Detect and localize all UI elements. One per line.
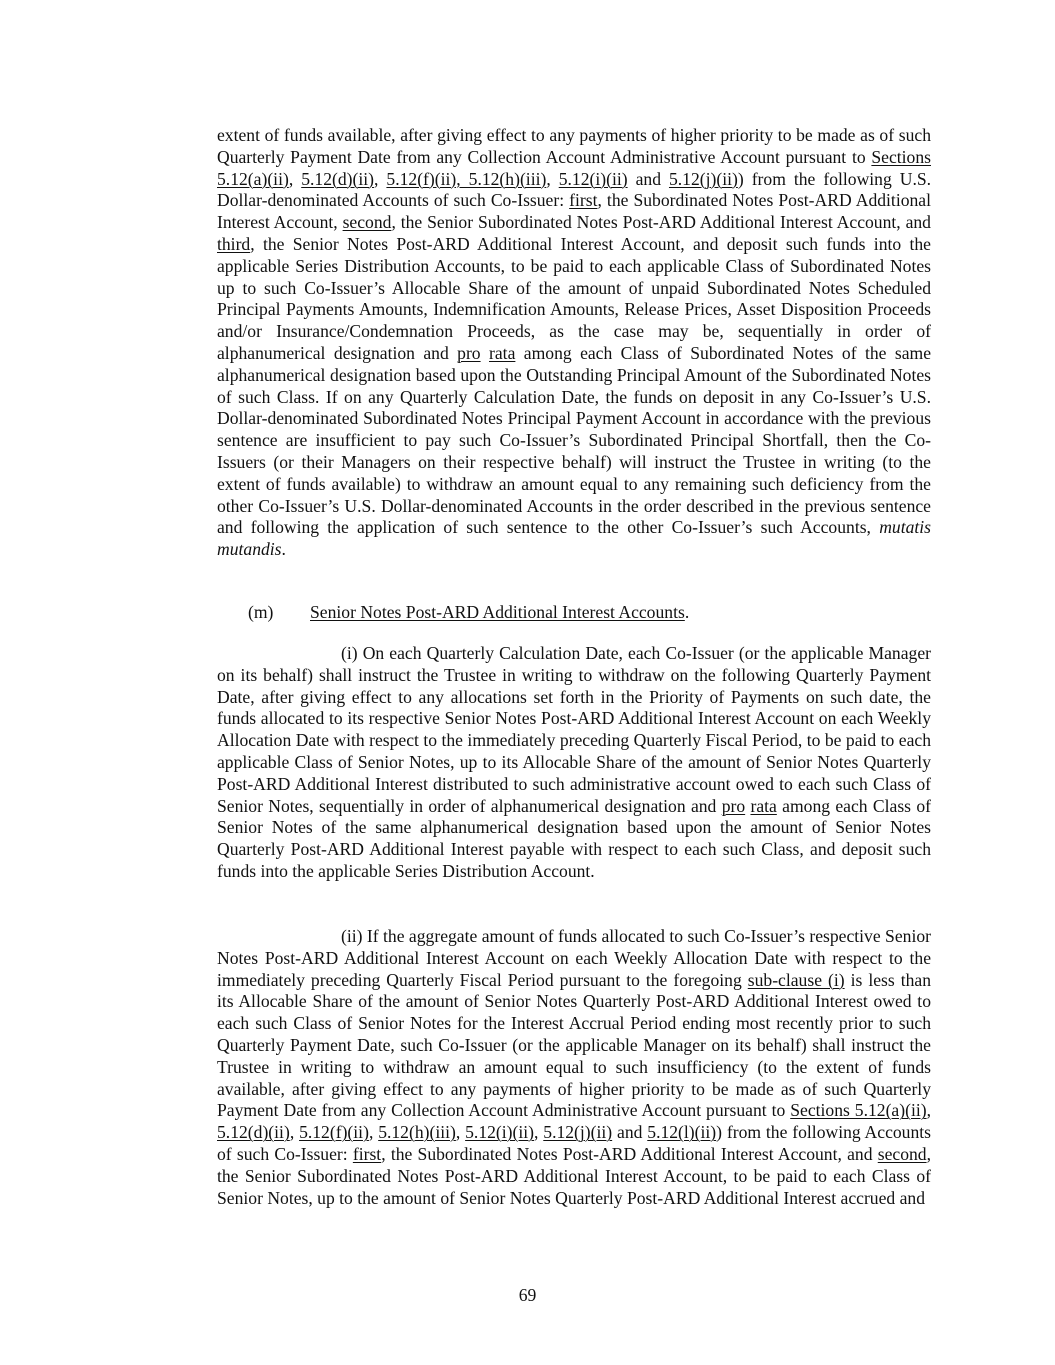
body-text: , bbox=[288, 168, 302, 189]
ordinal-third: third bbox=[217, 233, 251, 254]
body-text: (i) On each Quarterly Calculation Date, each Co-Issuer (or the applicable Manager on its behalf) shall instruct the Trustee in writing to withdraw on the following Quarterly Payment Date, after giving effect to any allocations set forth in the Priority of Payments on such date, the funds allocated to its respective Senior Notes Post-ARD Additional Interest Account on each Weekly Allocation Date with respect to the immediately preceding Quarterly Fiscal Period, to be paid to each applicable Class of Senior Notes, up to its Allocable Share of the amount of Senior Notes Quarterly Post-ARD Additional Interest distributed to such administrative account owed to each such Class of Senior Notes, sequentially in order of alphanumerical designation and bbox=[217, 643, 931, 816]
latin-term-pro: pro bbox=[457, 342, 481, 363]
body-text: , the Senior Notes Post-ARD Additional Interest Account, and deposit such funds into the applicable Series Distribution Accounts, to be paid to each applicable Class of Subordinated Notes up to such Co-Issuer’s Allocable Share of the amount of unpaid Subordinated Notes Scheduled Principal Payments Amounts, Indemnification Amounts, Release Prices, Asset Disposition Proceeds and/or Insurance/Condemnation Proceeds, as the case may be, sequentially in order of alphanumerical designation and bbox=[217, 233, 931, 363]
body-text: , bbox=[546, 168, 559, 189]
body-text: (ii) If the aggregate amount of funds allocated to such Co-Issuer’s respective Senior Notes Post-ARD Additional Interest Account on each Weekly Allocation Date with respect to the immediately preceding Quarterly Fiscal Period pursuant to the foregoing bbox=[217, 926, 931, 990]
body-text: , bbox=[926, 1100, 931, 1121]
subclause-reference: sub-clause (i) bbox=[747, 969, 845, 990]
latin-term-rata: rata bbox=[489, 342, 516, 363]
section-reference: Sections 5.12(a)(ii) bbox=[217, 146, 931, 189]
section-reference: 5.12(h)(iii) bbox=[378, 1122, 456, 1143]
body-text: , the Subordinated Notes Post-ARD Additional Interest Account, and bbox=[381, 1143, 878, 1164]
section-reference: 5.12(i)(ii) bbox=[465, 1122, 535, 1143]
paragraph-continuation bbox=[217, 125, 931, 561]
section-reference: 5.12(f)(ii), 5.12(h)(iii) bbox=[386, 168, 547, 189]
latin-term-rata: rata bbox=[750, 795, 777, 816]
latin-term-pro: pro bbox=[721, 795, 746, 816]
ordinal-first: first bbox=[569, 190, 598, 211]
section-reference: 5.12(i)(ii) bbox=[558, 168, 628, 189]
body-text: , bbox=[289, 1122, 300, 1143]
section-title bbox=[310, 602, 689, 624]
latin-term-mutatis-mutandis: mutatis mutandis bbox=[217, 517, 931, 560]
body-text: . bbox=[281, 539, 286, 560]
body-text: , the Subordinated Notes Post-ARD Additional Interest Account, bbox=[217, 190, 932, 233]
body-text: is less than its Allocable Share of the amount of Senior Notes Quarterly Post-ARD Additional Interest owed to each such Class of Senior Notes for the Interest Accrual Period ending most recently prior to such Quarterly Payment Date, such Co-Issuer (or the applicable Manager on its behalf) shall instruct the Trustee in writing to withdraw an amount equal to such insufficiency (to the extent of funds available, after giving effect to any payments of higher priority to be made as of such Quarterly Payment Date from any Collection Account Administrative Account pursuant to bbox=[217, 969, 931, 1121]
body-text: , bbox=[368, 1122, 379, 1143]
section-title-period: . bbox=[684, 602, 690, 622]
body-text: , bbox=[455, 1122, 466, 1143]
section-reference: 5.12(f)(ii) bbox=[299, 1122, 369, 1143]
body-text: , the Senior Subordinated Notes Post-ARD Additional Interest Account, to be paid to each Class of Senior Notes, up to the amount of Senior Notes Quarterly Post-ARD Additional Interest accrued and bbox=[217, 1143, 931, 1208]
body-text: , bbox=[534, 1122, 544, 1143]
body-text: among each Class of Subordinated Notes of the same alphanumerical designation based upon the Outstanding Principal Amount of the Subordinated Notes of such Class. If on any Quarterly Calculation Date, the funds on deposit in any Co-Issuer’s U.S. Dollar-denominated Subordinated Notes Principal Payment Account in accordance with the previous sentence are insufficient to pay such Co-Issuer’s Subordinated Principal Shortfall, then the Co-Issuers (or their Managers on their respective behalf) will instruct the Trustee in writing (to the extent of funds available) to withdraw an amount equal to any remaining such deficiency from the other Co-Issuer’s U.S. Dollar-denominated Accounts in the order described in the previous sentence and following the application of such sentence to the other Co-Issuer’s such Accounts, bbox=[217, 342, 932, 538]
body-text: , the Senior Subordinated Notes Post-ARD Additional Interest Account, and bbox=[391, 212, 931, 233]
body-text: extent of funds available, after giving effect to any payments of higher priority to be made as of such Quarterly Payment Date from any Collection Account Administrative Account pursuant to bbox=[217, 125, 931, 167]
page-number: 69 bbox=[518, 1285, 537, 1305]
body-text: , bbox=[374, 168, 387, 189]
body-text: and bbox=[612, 1122, 648, 1143]
section-reference: 5.12(d)(ii) bbox=[301, 168, 375, 189]
section-reference: 5.12(j)(ii) bbox=[668, 168, 738, 189]
section-label: (m) bbox=[248, 602, 274, 622]
body-text: and bbox=[627, 168, 669, 189]
body-text: ) from the following U.S. Dollar-denominated Accounts of such Co-Issuer: bbox=[217, 168, 932, 211]
body-text bbox=[481, 343, 489, 363]
section-reference: Sections 5.12(a)(ii) bbox=[790, 1100, 927, 1121]
ordinal-second: second bbox=[877, 1143, 927, 1164]
subclause-i-paragraph bbox=[217, 643, 931, 883]
body-text: ) from the following Accounts of such Co-Issuer: bbox=[217, 1122, 932, 1164]
body-text: among each Class of Senior Notes of the same alphanumerical designation based upon the amount of Senior Notes Quarterly Post-ARD Additional Interest payable with respect to each such Class, and deposit such funds into the applicable Series Distribution Account. bbox=[217, 795, 932, 881]
ordinal-second: second bbox=[342, 212, 392, 233]
section-reference: 5.12(l)(ii) bbox=[647, 1122, 717, 1143]
subclause-ii-paragraph bbox=[217, 926, 931, 1209]
section-reference: 5.12(j)(ii) bbox=[543, 1122, 613, 1143]
ordinal-first: first bbox=[352, 1143, 382, 1164]
section-title-text: Senior Notes Post-ARD Additional Interest Accounts bbox=[310, 602, 685, 622]
section-reference: 5.12(d)(ii) bbox=[217, 1122, 290, 1143]
